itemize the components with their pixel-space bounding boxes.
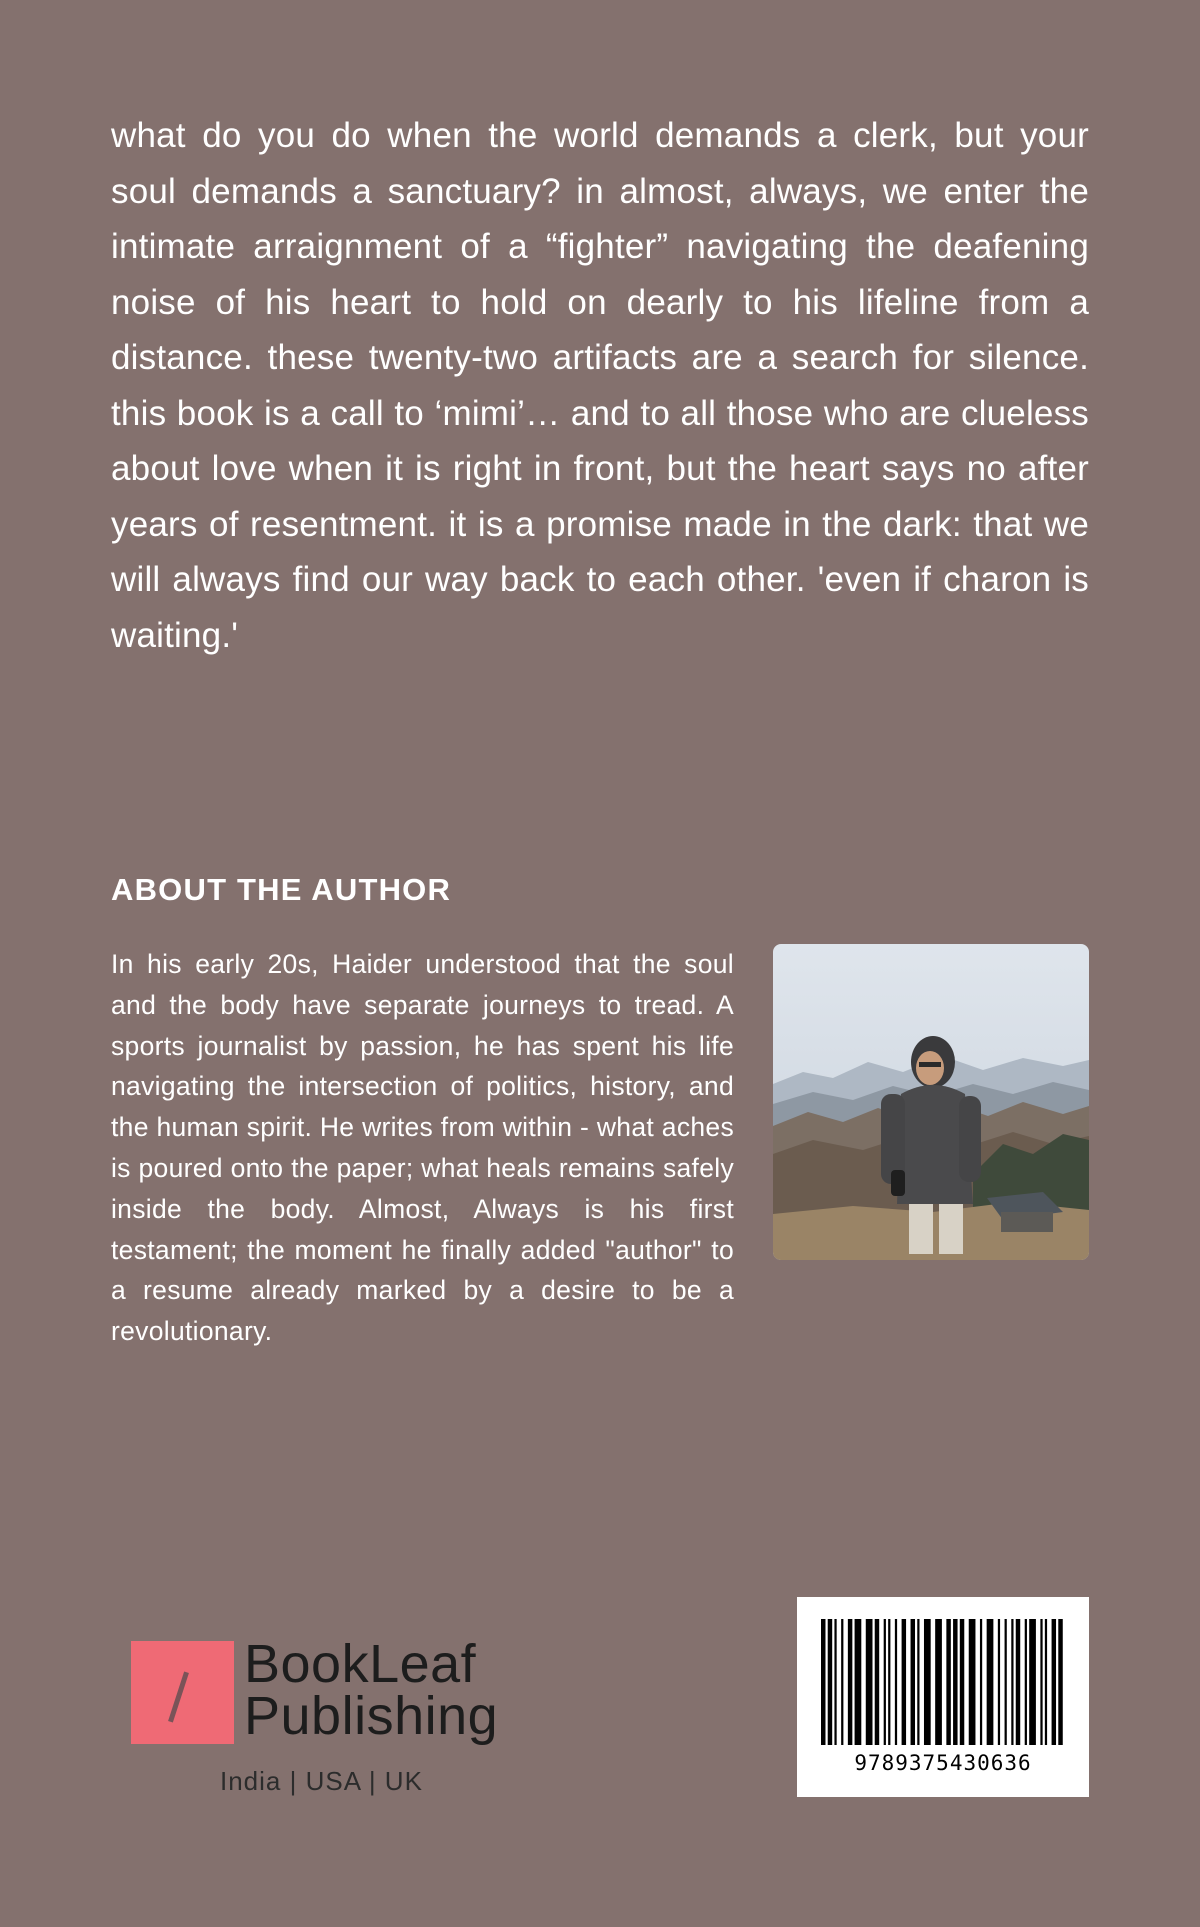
barcode-bar [987, 1619, 994, 1745]
barcode-bar [917, 1619, 919, 1745]
author-photo [773, 944, 1089, 1260]
publisher-logo [131, 1636, 511, 1806]
barcode-bar [902, 1619, 906, 1745]
barcode-bar [1045, 1619, 1047, 1745]
publisher-logo-mark [131, 1641, 234, 1744]
barcode-bar [935, 1619, 942, 1745]
barcode-bar [911, 1619, 915, 1745]
barcode-bar [969, 1619, 976, 1745]
barcode-bar [875, 1619, 879, 1745]
barcode-bar [1016, 1619, 1020, 1745]
barcode-bar [895, 1619, 897, 1745]
slash-icon [168, 1672, 189, 1723]
barcode-bar [1011, 1619, 1013, 1745]
barcode-bar [821, 1619, 825, 1745]
isbn-number: 9789375430636 [854, 1751, 1032, 1775]
barcode-bars [821, 1619, 1065, 1745]
barcode-bar [924, 1619, 931, 1745]
back-cover-blurb: what do you do when the world demands a clerk, but your soul demands a sanctuary? in almost, always, we enter the intimate arraignment of a “fighter” navigating the deafening noise of his heart to hold on dearly to his lifeline from a distance. these twenty-two artifacts are a search for silence. this book is a call to ‘mimi’… and to all those who are clueless about love when it is right in front, but the heart says no after years of resentment. it is a promise made in the dark: that we will always find our way back to each other. 'even if charon is waiting.' [111, 116, 1089, 655]
barcode-bar [841, 1619, 843, 1745]
barcode-bar [980, 1619, 982, 1745]
publisher-regions: India | USA | UK [220, 1766, 423, 1796]
barcode-bar [1029, 1619, 1036, 1745]
barcode-bar [848, 1619, 852, 1745]
about-author-heading: ABOUT THE AUTHOR [111, 872, 452, 907]
barcode-bar [828, 1619, 832, 1745]
barcode-bar [866, 1619, 873, 1745]
barcode-bar [1025, 1619, 1027, 1745]
publisher-name-line2: Publishing [244, 1686, 499, 1746]
author-bio: In his early 20s, Haider understood that the soul and the body have separate journeys to tread. A sports journalist by passion, he has spent his life navigating the intersection of politics, history, and the human spirit. He writes from within - what aches is poured onto the paper; what heals remains safely inside the body. Almost, Always is his first testament; the moment he finally added "author" to a resume already marked by a desire to be a revolutionary. [111, 949, 734, 1347]
barcode-bar [998, 1619, 1000, 1745]
barcode-bar [855, 1619, 862, 1745]
isbn-barcode [797, 1597, 1089, 1797]
barcode-bar [834, 1619, 836, 1745]
barcode-bar [1005, 1619, 1007, 1745]
barcode-bar [1052, 1619, 1056, 1745]
barcode-bar [1058, 1619, 1062, 1745]
barcode-bar [953, 1619, 957, 1745]
barcode-bar [884, 1619, 886, 1745]
barcode-bar [946, 1619, 950, 1745]
barcode-bar [960, 1619, 964, 1745]
barcode-bar [888, 1619, 890, 1745]
barcode-bar [1040, 1619, 1042, 1745]
publisher-name-line1: BookLeaf [244, 1634, 477, 1694]
